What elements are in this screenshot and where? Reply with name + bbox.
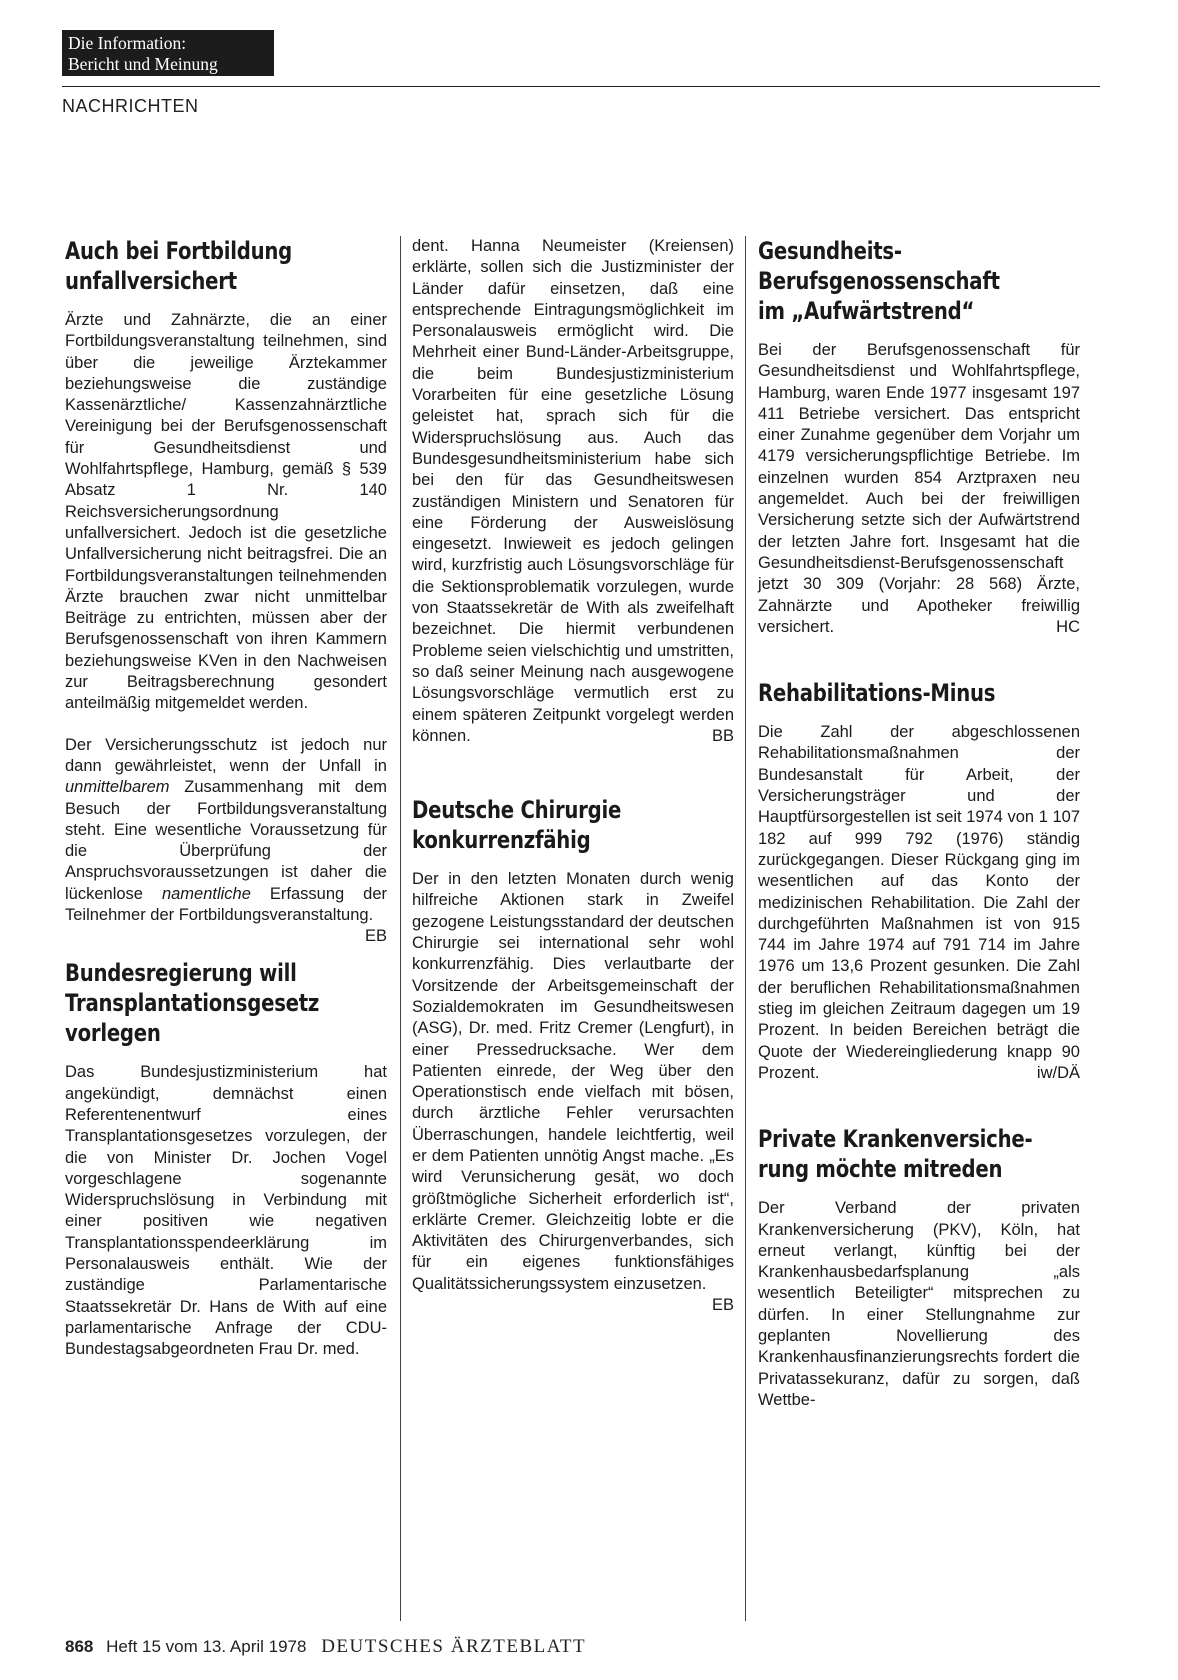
- article-title: [65, 958, 387, 1048]
- header-rule: [62, 86, 1100, 87]
- article-paragraph: [65, 735, 387, 946]
- column-3: [758, 236, 1080, 1443]
- author-signature: EB: [364, 927, 387, 946]
- page-number: 868: [65, 1637, 94, 1656]
- text-run: Zusammenhang mit dem Besuch der Fortbildungsveranstaltung steht. Eine wesentliche Voraussetzung für die Überprüfung der Anspruchsvoraussetzungen ist daher die lückenlose: [65, 778, 387, 903]
- column-1: [65, 236, 387, 1392]
- journal-name: DEUTSCHES ÄRZTEBLATT: [321, 1636, 587, 1657]
- text-run: Der in den letzten Monaten durch wenig hilfreiche Aktionen stark in Zweifel gezogene Leistungsstandard der deutschen Chirurgie sei international sehr wohl konkurrenzfähig. Dies verlautbarte der Vorsitzende der Arbeitsgemeinschaft der Sozialdemokraten im Gesundheitswesen (ASG), Dr. med. Fritz Cremer (Lengfurt), in einer Pressedrucksache. Wer dem Patienten einrede, der Weg über den Operationstisch ende vielfach mit bösen, durch ärztliche Fehler verursachten Überraschungen, handele leichtfertig, weil er dem Patienten unnötig Angst mache. „Es wird Verunsicherung gesät, wo doch größtmögliche Sicherheit erforderlich ist“, erklärte Cremer. Gleichzeitig lobte er die Aktivitäten des Chirurgenverbandes, sich für ein eigenes funktionsfähiges Qualitätssicherungssystem einzusetzen.: [412, 870, 734, 1293]
- page-footer: [65, 1636, 586, 1658]
- title-line: Private Krankenversiche-: [758, 1125, 1033, 1154]
- article-paragraph: [412, 236, 734, 747]
- author-signature: HC: [1056, 617, 1080, 636]
- issue-info: Heft 15 vom 13. April 1978: [106, 1637, 307, 1656]
- article-title: [412, 795, 734, 855]
- article-paragraph: Das Bundesjustizministerium hat angekündigt, demnächst einen Referentenentwurf eines Transplantationsgesetzes vorzulegen, der die von Minister Dr. Jochen Vogel vorgeschlagene sogenannte Widerspruchslösung in Verbindung mit einer positiven wie negativen Transplantationsspendeerklärung im Personalausweis enthält. Wie der zuständige Parlamentarische Staatssekretär Dr. Hans de With auf eine parlamentarische Anfrage der CDU-Bundestagsabgeordneten Frau Dr. med.: [65, 1063, 387, 1359]
- text-run: Die Zahl der abgeschlossenen Rehabilitationsmaßnahmen der Bundesanstalt für Arbeit, der Versicherungsträger und der Hauptfürsorgestellen ist seit 1974 von 1 107 182 auf 999 792 (1976) ständig zurückgegangen. Dieser Rückgang ging im wesentlichen auf das Konto der medizinischen Rehabilitation. Die Zahl der durchgeführten Maßnahmen ist von 915 744 im Jahre 1974 auf 791 714 im Jahre 1976 um 13,6 Prozent gesunken. Die Zahl der beruflichen Rehabilitationsmaßnahmen stieg im gleichen Zeitraum dagegen um 19 Prozent. In beiden Bereichen beträgt die Quote der Wiedereingliederung knapp 90 Prozent.: [758, 723, 1080, 1082]
- column-divider: [400, 236, 401, 1621]
- author-signature: iw/DÄ: [1036, 1063, 1080, 1082]
- article-rehabilitation: [758, 678, 1080, 1084]
- article-title: [758, 1124, 1080, 1184]
- title-line: Deutsche Chirurgie: [412, 796, 622, 825]
- article-chirurgie: [412, 795, 734, 1315]
- text-run: dent. Hanna Neumeister (Kreiensen) erklärte, sollen sich die Justizminister der Länder dafür einsetzen, daß eine entsprechende Eintragungsmöglichkeit im Personalausweis ermöglicht wird. Die Mehrheit einer Bund-Länder-Arbeitsgruppe, die beim Bundesjustizministerium Vorarbeiten für eine gesetzliche Lösung geleistet hat, sprach sich für die Widerspruchslösung aus. Auch das Bundesgesundheitsministerium habe sich bei den für das Gesundheitswesen zuständigen Ministern und Senatoren für eine Förderung der Ausweislösung eingesetzt. Inwieweit es jedoch gelingen wird, kurzfristig auch Lösungsvorschläge für die Sektionsproblematik vorzulegen, wurde von Staatssekretär de With als zweifelhaft bezeichnet. Die hiermit verbundenen Probleme seien vielschichtig und umstritten, so daß seiner Meinung nach ausgewogene Lösungsvorschläge vermutlich erst zu einem späteren Zeitpunkt vorgelegt werden können.: [412, 237, 734, 745]
- article-berufsgenossenschaft: [758, 236, 1080, 638]
- title-line: Transplantationsgesetz: [65, 989, 320, 1018]
- article-transplantation: [65, 958, 387, 1360]
- article-pkv: [758, 1124, 1080, 1411]
- badge-line-2: Bericht und Meinung: [68, 54, 218, 74]
- article-fortbildung: [65, 236, 387, 946]
- article-title: [758, 236, 1080, 326]
- article-paragraph: [758, 722, 1080, 1084]
- column-divider: [745, 236, 746, 1621]
- header-badge: [62, 30, 274, 76]
- text-run: Bei der Berufsgenossenschaft für Gesundheitsdienst und Wohlfahrtspflege, Hamburg, waren Ende 1977 insgesamt 197 411 Betriebe versichert. Das entspricht einer Zunahme gegenüber dem Vorjahr um 4179 versicherungspflichtige Betriebe. Im einzelnen wurden 854 Arztpraxen neu angemeldet. Auch bei der freiwilligen Versicherung setzte sich der Aufwärtstrend der letzten Jahre fort. Insgesamt hat die Gesundheitsdienst-Berufsgenossenschaft jetzt 30 309 (Vorjahr: 28 568) Ärzte, Zahnärzte und Apotheker freiwillig versichert.: [758, 341, 1080, 636]
- emphasis: namentliche: [161, 884, 251, 903]
- article-transplantation-continued: [412, 236, 734, 747]
- title-line: unfallversichert: [65, 267, 237, 295]
- article-title: Rehabilitations-Minus: [758, 679, 996, 708]
- title-line: Gesundheits-: [758, 237, 902, 265]
- article-paragraph: Ärzte und Zahnärzte, die an einer Fortbildungsveranstaltung teilnehmen, sind über die jeweilige Ärztekammer beziehungsweise die zuständige Kassenärztliche/ Kassenzahnärztliche Vereinigung bei der Berufsgenossenschaft für Gesundheitsdienst und Wohlfahrtspflege, Hamburg, gemäß § 539 Absatz 1 Nr. 140 Reichsversicherungsordnung unfallversichert. Jedoch ist die gesetzliche Unfallversicherung nicht beitragsfrei. Die an Fortbildungsveranstaltungen teilnehmenden Ärzte brauchen zwar nicht unmittelbar Beiträge zu entrichten, müssen aber der Berufsgenossenschaft von ihren Kammern beziehungsweise KVen in den Nachweisen zur Beitragsberechnung gesondert anteilmäßig mitgemeldet werden.: [65, 311, 387, 713]
- title-line: im „Aufwärtstrend“: [758, 297, 975, 325]
- article-paragraph: [412, 869, 734, 1315]
- author-signature: BB: [711, 726, 734, 745]
- article-title: [65, 236, 387, 296]
- badge-line-1: Die Information:: [68, 33, 187, 53]
- author-signature: EB: [711, 1296, 734, 1315]
- article-paragraph: Der Verband der privaten Krankenversicherung (PKV), Köln, hat erneut verlangt, künftig bei der Krankenhausbedarfsplanung „als wesentlich Beteiligter“ mitsprechen zu dürfen. In einer Stellungnahme zur geplanten Novellierung des Krankenhausfinanzierungsrechts fordert die Privatassekuranz, dafür zu sorgen, daß Wettbe-: [758, 1199, 1080, 1409]
- article-paragraph: [758, 340, 1080, 638]
- title-line: konkurrenzfähig: [412, 826, 591, 855]
- text-run: Erfassung der Teilnehmer der Fortbildungsveranstaltung.: [65, 884, 387, 925]
- title-line: vorlegen: [65, 1019, 161, 1048]
- title-line: Bundesregierung will: [65, 959, 297, 988]
- title-line: Auch bei Fortbildung: [65, 237, 292, 265]
- emphasis: unmittelbarem: [65, 778, 170, 797]
- title-line: Berufsgenossenschaft: [758, 267, 1000, 295]
- section-label: NACHRICHTEN: [62, 96, 199, 116]
- column-2: [412, 236, 734, 1327]
- text-run: Der Versicherungsschutz ist jedoch nur dann gewährleistet, wenn der Unfall in: [65, 735, 387, 775]
- title-line: rung möchte mitreden: [758, 1155, 1003, 1184]
